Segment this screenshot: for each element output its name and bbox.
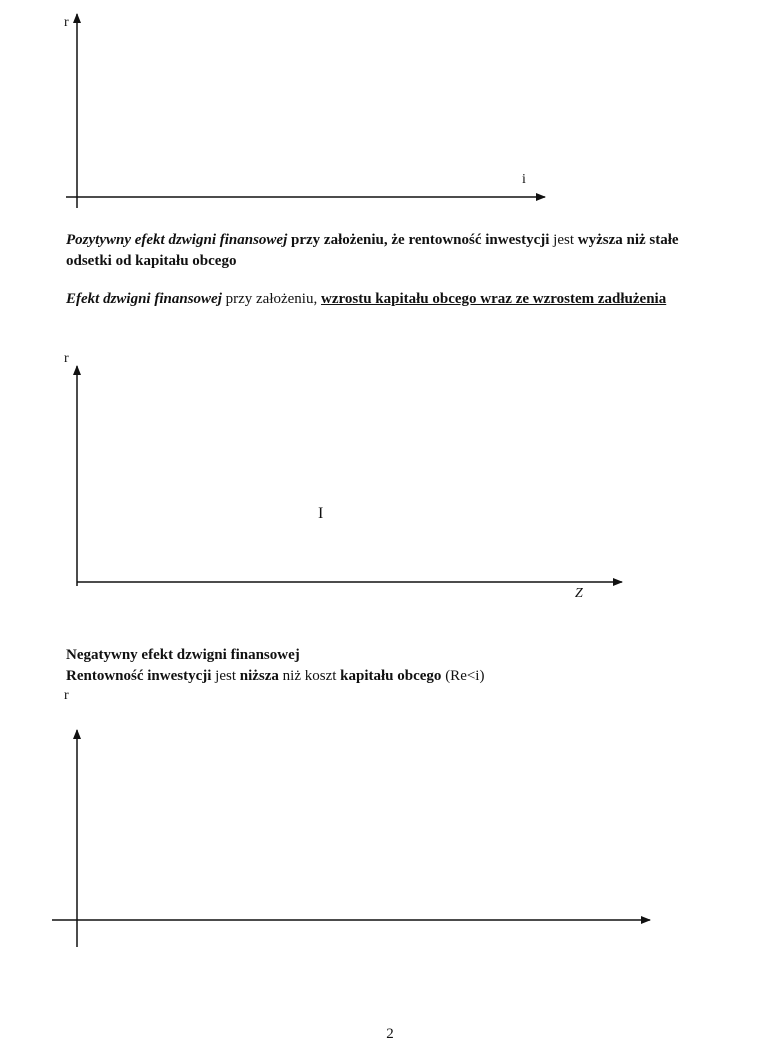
paragraph-positive-effect xyxy=(66,230,706,272)
negative-effect-line xyxy=(66,666,706,687)
paragraph-negative-effect xyxy=(66,645,706,687)
positive-effect-connector: jest xyxy=(553,232,578,248)
negative-effect-comparison: niższa xyxy=(239,668,279,684)
page-number: 2 xyxy=(386,1026,394,1042)
figure1-y-label: r xyxy=(64,15,69,30)
figure2-x-label: Z xyxy=(575,586,583,601)
figure3-y-label: r xyxy=(64,688,69,703)
negative-effect-object: kapitału obcego xyxy=(340,668,442,684)
negative-effect-formula: (Re<i) xyxy=(441,668,485,684)
paragraph-leverage-growth xyxy=(66,289,706,310)
negative-effect-subject: Rentowność inwestycji xyxy=(66,668,212,684)
leverage-text: przy założeniu, xyxy=(221,291,321,307)
negative-effect-mid: niż koszt xyxy=(278,668,341,684)
figure2-y-label: r xyxy=(64,351,69,366)
figure2-center-label: I xyxy=(318,505,324,522)
negative-effect-title: Negatywny efekt dzwigni finansowej xyxy=(66,647,300,663)
positive-effect-title: Pozytywny efekt dzwigni finansowej xyxy=(66,232,288,248)
positive-effect-condition: wyższa niż stałe odsetki od kapitału obcego xyxy=(66,232,679,269)
negative-effect-verb: jest xyxy=(211,668,240,684)
leverage-title: Efekt dzwigni finansowej xyxy=(66,291,222,307)
positive-effect-text: przy założeniu, że rentowność inwestycji xyxy=(287,232,554,248)
figure1-x-label: i xyxy=(522,172,526,187)
leverage-condition: wzrostu kapitału obcego wraz ze wzrostem zadłużenia xyxy=(320,291,667,307)
